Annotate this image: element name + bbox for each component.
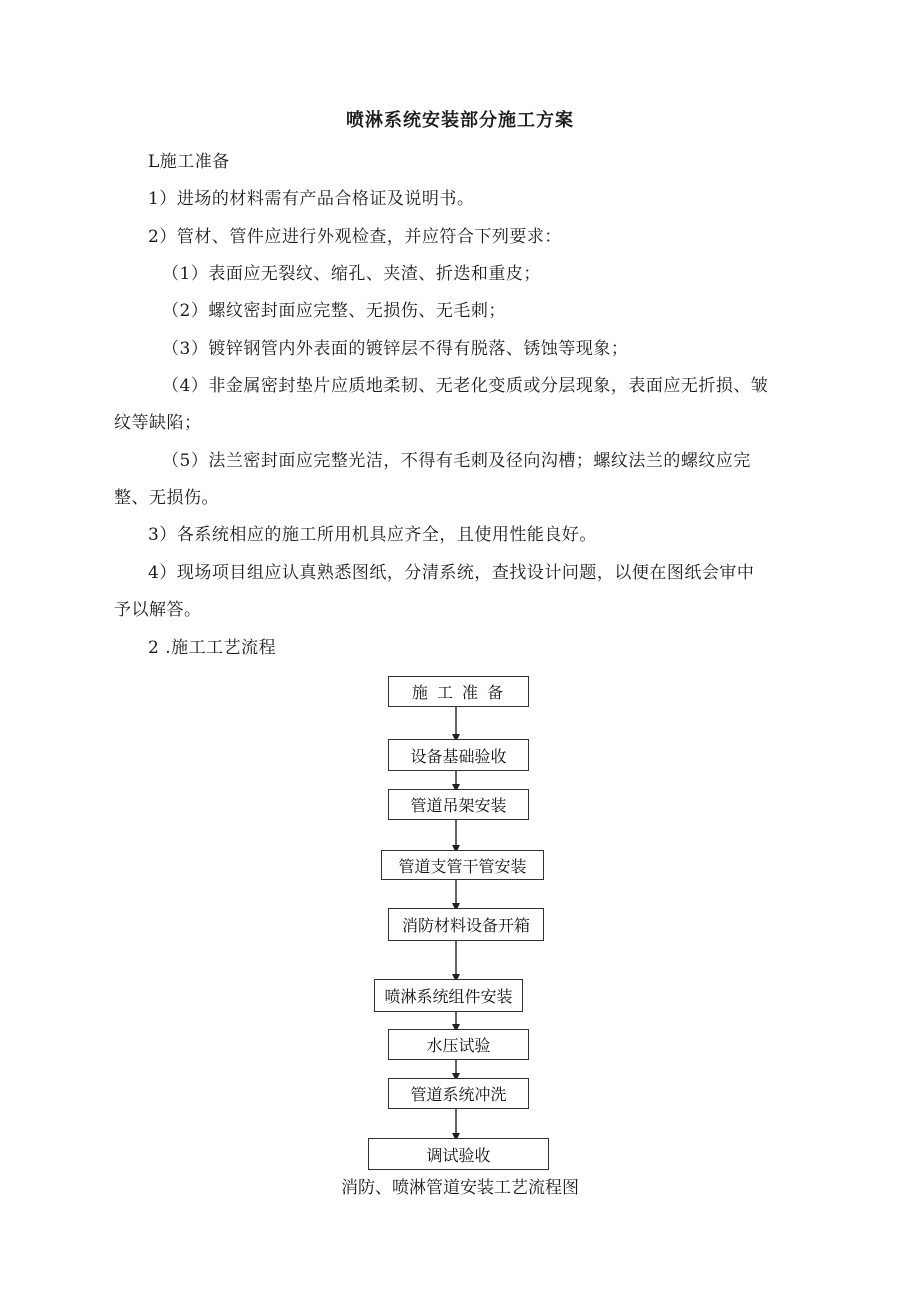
flow-step-branch-main-pipe: 管道支管干管安装 xyxy=(381,850,544,880)
section-heading-process: 2 .施工工艺流程 xyxy=(148,638,277,658)
flow-step-pressure-test: 水压试验 xyxy=(388,1029,529,1060)
paragraph-2-item-1: （1）表面应无裂纹、缩孔、夹渣、折迭和重皮； xyxy=(162,264,541,284)
flow-step-unboxing: 消防材料设备开箱 xyxy=(388,908,544,941)
flow-step-commissioning: 调试验收 xyxy=(368,1138,549,1170)
paragraph-2-item-3: （3）镀锌钢管内外表面的镀锌层不得有脱落、锈蚀等现象； xyxy=(162,339,629,359)
section-heading-preparation: L施工准备 xyxy=(148,152,230,172)
paragraph-2: 2）管材、管件应进行外观检查，并应符合下列要求： xyxy=(148,227,562,247)
paragraph-2-item-5: （5）法兰密封面应完整光洁，不得有毛刺及径向沟槽；螺纹法兰的螺纹应完 xyxy=(162,451,751,471)
paragraph-4: 4）现场项目组应认真熟悉图纸，分清系统，查找设计问题，以便在图纸会审中 xyxy=(148,563,755,583)
paragraph-2-item-2: （2）螺纹密封面应完整、无损伤、无毛刺； xyxy=(162,301,506,321)
flow-step-sprinkler-assembly: 喷淋系统组件安装 xyxy=(374,979,523,1012)
paragraph-3: 3）各系统相应的施工所用机具应齐全，且使用性能良好。 xyxy=(148,525,597,545)
flow-step-flushing: 管道系统冲洗 xyxy=(388,1078,529,1109)
flow-step-preparation: 施 工 准 备 xyxy=(388,676,529,707)
paragraph-2-item-5-cont: 整、无损伤。 xyxy=(114,488,219,508)
document-title: 喷淋系统安装部分施工方案 xyxy=(346,110,574,131)
flowchart-caption: 消防、喷淋管道安装工艺流程图 xyxy=(341,1178,579,1198)
paragraph-2-item-4: （4）非金属密封垫片应质地柔韧、无老化变质或分层现象，表面应无折损、皱 xyxy=(162,376,769,396)
flow-step-hanger-installation: 管道吊架安装 xyxy=(388,789,529,820)
paragraph-4-cont: 予以解答。 xyxy=(114,600,202,620)
paragraph-2-item-4-cont: 纹等缺陷； xyxy=(114,413,202,433)
flow-step-foundation-acceptance: 设备基础验收 xyxy=(388,739,529,771)
paragraph-1: 1）进场的材料需有产品合格证及说明书。 xyxy=(148,189,475,209)
